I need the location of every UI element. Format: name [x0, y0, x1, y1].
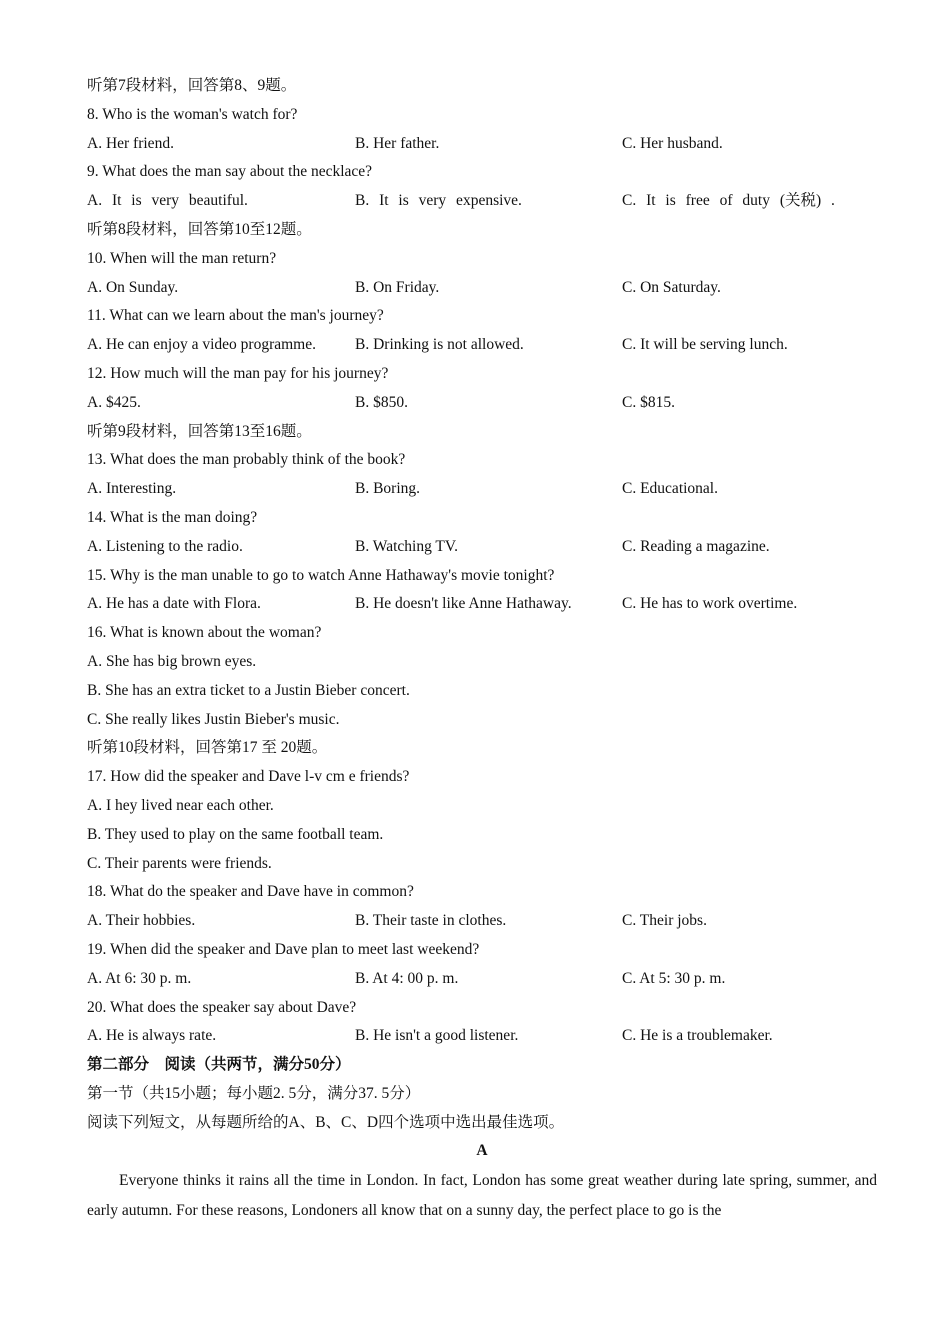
options-10 — [87, 274, 877, 303]
question-8: 8. Who is the woman's watch for? — [87, 105, 298, 123]
options-20 — [87, 1022, 877, 1051]
options-8 — [87, 130, 877, 159]
options-18 — [87, 907, 877, 936]
option-a: A. Listening to the radio. — [87, 537, 243, 555]
option-b: B. Their taste in clothes. — [355, 912, 507, 930]
option-b: B. Drinking is not allowed. — [355, 336, 524, 354]
options-12 — [87, 389, 877, 418]
section-heading-8: 听第8段材料，回答第10至12题。 — [87, 220, 312, 238]
options-14 — [87, 533, 877, 562]
option-c: C. Their jobs. — [622, 912, 707, 930]
section-heading-10: 听第10段材料，回答第17 至 20题。 — [87, 739, 328, 757]
section-one-heading: 第一节（共15小题；每小题2. 5分，满分37. 5分） — [87, 1084, 421, 1102]
option-a: A. He is always rate. — [87, 1027, 217, 1045]
passage-label: A — [476, 1142, 488, 1160]
option-c: C. Their parents were friends. — [87, 854, 272, 872]
reading-instruction: 阅读下列短文，从每题所给的A、B、C、D四个选项中选出最佳选项。 — [87, 1113, 565, 1131]
question-9: 9. What does the man say about the necklace? — [87, 163, 373, 181]
question-15: 15. Why is the man unable to go to watch Anne Hathaway's movie tonight? — [87, 566, 555, 584]
question-10: 10. When will the man return? — [87, 249, 277, 267]
option-b: B. $850. — [355, 393, 408, 411]
option-a: A. At 6: 30 p. m. — [87, 969, 192, 987]
part-two-title: 第二部分 阅读（共两节，满分50分） — [87, 1056, 351, 1074]
option-b: B. He isn't a good listener. — [355, 1027, 519, 1045]
option-b: B. She has an extra ticket to a Justin Bieber concert. — [87, 681, 410, 699]
question-11: 11. What can we learn about the man's journey? — [87, 307, 384, 325]
option-a: A. On Sunday. — [87, 278, 179, 296]
option-c: C. $815. — [622, 393, 675, 411]
option-a: A. Their hobbies. — [87, 912, 196, 930]
option-b: B. They used to play on the same football team. — [87, 825, 384, 843]
option-c: C. It is free of duty (关税) . — [622, 192, 835, 210]
options-13 — [87, 475, 877, 504]
option-b: B. On Friday. — [355, 278, 440, 296]
option-a: A. She has big brown eyes. — [87, 652, 257, 670]
option-b: B. Her father. — [355, 134, 440, 152]
option-a: A. He can enjoy a video programme. — [87, 336, 316, 354]
section-heading-9: 听第9段材料，回答第13至16题。 — [87, 422, 312, 440]
option-b: B. It is very expensive. — [355, 192, 522, 210]
question-16: 16. What is known about the woman? — [87, 624, 322, 642]
exam-page — [87, 72, 877, 1225]
options-15 — [87, 590, 877, 619]
question-20: 20. What does the speaker say about Dave? — [87, 998, 357, 1016]
option-a: A. He has a date with Flora. — [87, 595, 261, 613]
option-a: A. $425. — [87, 393, 141, 411]
option-c: C. Her husband. — [622, 134, 723, 152]
option-c: C. She really likes Justin Bieber's music. — [87, 710, 340, 728]
option-c: C. At 5: 30 p. m. — [622, 969, 726, 987]
option-c: C. On Saturday. — [622, 278, 721, 296]
option-b: B. Boring. — [355, 480, 421, 498]
option-c: C. Reading a magazine. — [622, 537, 770, 555]
question-17: 17. How did the speaker and Dave l-v cm e friends? — [87, 768, 410, 786]
option-a: A. It is very beautiful. — [87, 192, 248, 210]
question-19: 19. When did the speaker and Dave plan to meet last weekend? — [87, 940, 480, 958]
options-9 — [87, 187, 877, 216]
options-11 — [87, 331, 877, 360]
option-a: A. Her friend. — [87, 134, 174, 152]
option-a: A. I hey lived near each other. — [87, 796, 274, 814]
option-b: B. He doesn't like Anne Hathaway. — [355, 595, 572, 613]
question-13: 13. What does the man probably think of the book? — [87, 451, 406, 469]
option-c: C. Educational. — [622, 480, 718, 498]
section-heading-7: 听第7段材料，回答第8、9题。 — [87, 77, 297, 94]
option-a: A. Interesting. — [87, 480, 177, 498]
option-c: C. He is a troublemaker. — [622, 1027, 773, 1045]
option-c: C. It will be serving lunch. — [622, 336, 788, 354]
options-19 — [87, 965, 877, 994]
question-14: 14. What is the man doing? — [87, 508, 258, 526]
question-12: 12. How much will the man pay for his journey? — [87, 364, 389, 382]
question-18: 18. What do the speaker and Dave have in common? — [87, 883, 414, 901]
passage-text: Everyone thinks it rains all the time in London. In fact, London has some great weather during late spring, summer, and early autumn. For these reasons, Londoners all know that on a sunny day, the perfect place to go is the — [87, 1172, 877, 1219]
option-b: B. At 4: 00 p. m. — [355, 969, 459, 987]
option-c: C. He has to work overtime. — [622, 595, 798, 613]
option-b: B. Watching TV. — [355, 537, 458, 555]
